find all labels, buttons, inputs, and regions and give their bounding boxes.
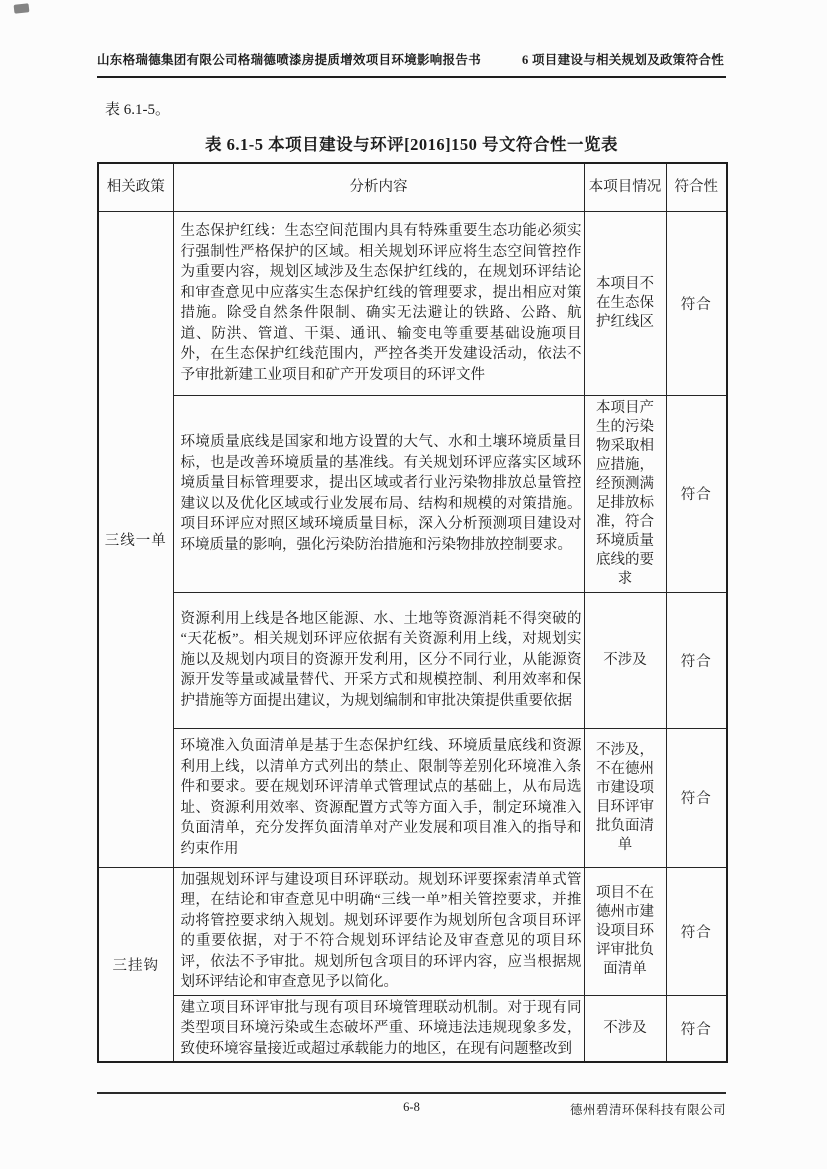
table-row bbox=[98, 867, 727, 995]
header-rule bbox=[97, 76, 726, 78]
analysis-cell-approval-linkage: 建立项目环评审批与现有项目环境管理联动机制。对于现有同类型项目环境污染或生态破坏严重、环境违法违规现象多发，致使环境容量接近或超过承载能力的地区，在现有问题整改到 bbox=[173, 995, 584, 1062]
table-header-row bbox=[98, 163, 727, 211]
col-header-conformance: 符合性 bbox=[666, 163, 727, 211]
table-row bbox=[98, 395, 727, 592]
status-cell-eia-linkage: 项目不在德州市建设项目环评审批负面清单 bbox=[584, 867, 666, 995]
conformance-cell-negative-list: 符合 bbox=[666, 728, 727, 867]
conformance-cell-eia-linkage: 符合 bbox=[666, 867, 727, 995]
col-header-status: 本项目情况 bbox=[584, 163, 666, 211]
table-title: 表 6.1-5 本项目建设与环评[2016]150 号文符合性一览表 bbox=[205, 135, 618, 154]
conformance-cell-env-quality: 符合 bbox=[666, 395, 727, 592]
table-row bbox=[98, 995, 727, 1062]
col-header-policy: 相关政策 bbox=[98, 163, 173, 211]
conformance-cell-eco-redline: 符合 bbox=[666, 211, 727, 395]
analysis-cell-eia-linkage: 加强规划环评与建设项目环评联动。规划环评要探索清单式管理，在结论和审查意见中明确“三线一单”相关管控要求，并推动将管控要求纳入规划。规划环评要作为规划所包含项目环评的重要依据，对于不符合规划环评结论及审查意见的项目环评，依法不予审批。规划所包含项目的环评内容，应当根据规划环评结论和审查意见予以简化。 bbox=[173, 867, 584, 995]
page-footer bbox=[97, 1100, 726, 1118]
col-header-analysis: 分析内容 bbox=[173, 163, 584, 211]
footer-rule bbox=[97, 1092, 726, 1094]
header-report-title: 山东格瑞德集团有限公司格瑞德喷漆房提质增效项目环境影响报告书 bbox=[97, 53, 482, 67]
table-row bbox=[98, 211, 727, 395]
conformance-cell-approval-linkage: 符合 bbox=[666, 995, 727, 1062]
table-row bbox=[98, 592, 727, 728]
status-cell-approval-linkage: 不涉及 bbox=[584, 995, 666, 1062]
policy-cell-sanguagou: 三挂钩 bbox=[98, 867, 173, 1062]
intro-text: 表 6.1-5。 bbox=[105, 102, 170, 118]
scan-artifact-mark bbox=[14, 3, 30, 14]
status-cell-env-quality: 本项目产生的污染物采取相应措施，经预测满足排放标准，符合环境质量底线的要求 bbox=[584, 395, 666, 592]
status-cell-eco-redline: 本项目不在生态保护红线区 bbox=[584, 211, 666, 395]
table-row bbox=[98, 728, 727, 867]
conformance-cell-resource-limit: 符合 bbox=[666, 592, 727, 728]
analysis-cell-negative-list: 环境准入负面清单是基于生态保护红线、环境质量底线和资源利用上线，以清单方式列出的禁止、限制等差别化环境准入条件和要求。要在规划环评清单式管理试点的基础上，从布局选址、资源利用效率、资源配置方式等方面入手，制定环境准入负面清单，充分发挥负面清单对产业发展和项目准入的指导和约束作用 bbox=[173, 728, 584, 867]
header-chapter-title: 6 项目建设与相关规划及政策符合性 bbox=[522, 53, 724, 67]
analysis-cell-resource-limit: 资源利用上线是各地区能源、水、土地等资源消耗不得突破的“天花板”。相关规划环评应依据有关资源利用上线，对规划实施以及规划内项目的资源开发利用，区分不同行业，从能源资源开发等量或减量替代、开采方式和规模控制、利用效率和保护措施等方面提出建议，为规划编制和审批决策提供重要依据 bbox=[173, 592, 584, 728]
page-number: 6-8 bbox=[403, 1100, 420, 1114]
policy-cell-sanxian-yidan: 三线一单 bbox=[98, 211, 173, 867]
analysis-cell-eco-redline: 生态保护红线：生态空间范围内具有特殊重要生态功能必须实行强制性严格保护的区域。相关规划环评应将生态空间管控作为重要内容，规划区域涉及生态保护红线的，在规划环评结论和审查意见中应落实生态保护红线的管理要求，提出相应对策措施。除受自然条件限制、确实无法避让的铁路、公路、航道、防洪、管道、干渠、通讯、输变电等重要基础设施项目外，在生态保护红线范围内，严控各类开发建设活动，依法不予审批新建工业项目和矿产开发项目的环评文件 bbox=[173, 211, 584, 395]
page-header bbox=[97, 50, 724, 68]
status-cell-negative-list: 不涉及，不在德州市建设项目环评审批负面清单 bbox=[584, 728, 666, 867]
analysis-cell-env-quality: 环境质量底线是国家和地方设置的大气、水和土壤环境质量目标，也是改善环境质量的基准线。有关规划环评应落实区域环境质量目标管理要求，提出区域或者行业污染物排放总量管控建议以及优化区域或行业发展布局、结构和规模的对策措施。项目环评应对照区域环境质量目标，深入分析预测项目建设对环境质量的影响，强化污染防治措施和污染物排放控制要求。 bbox=[173, 395, 584, 592]
compliance-table bbox=[97, 162, 728, 1063]
status-cell-resource-limit: 不涉及 bbox=[584, 592, 666, 728]
footer-company-name: 德州碧清环保科技有限公司 bbox=[569, 1103, 726, 1117]
